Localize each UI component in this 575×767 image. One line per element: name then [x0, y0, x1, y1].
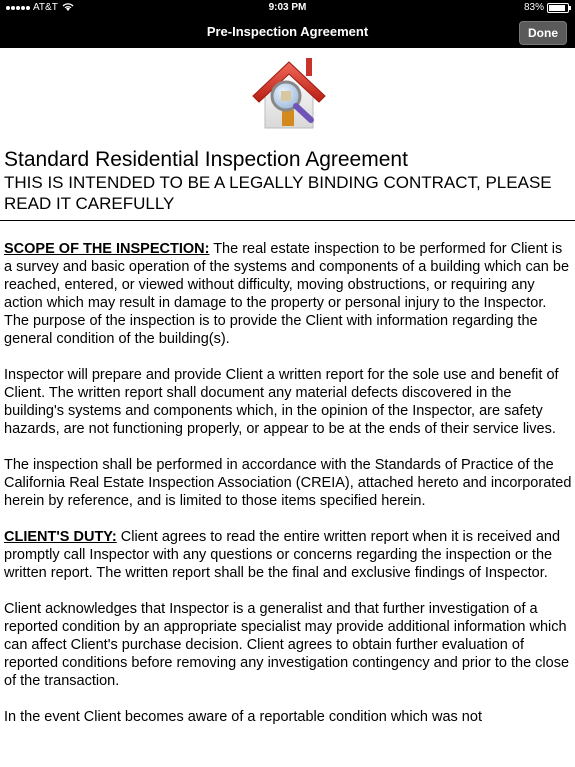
agreement-body	[4, 240, 572, 744]
battery-icon	[547, 3, 569, 13]
done-button[interactable]: Done	[519, 21, 567, 45]
agreement-subtitle: THIS IS INTENDED TO BE A LEGALLY BINDING CONTRACT, PLEASE READ IT CAREFULLY	[4, 173, 552, 213]
paragraph-text: Client acknowledges that Inspector is a generalist and that further investigation of a reported condition by an appropriate specialist may provide additional information which can affect Client's purchase decision. Client agrees to obtain further evaluation of reported conditions before removing any investigation contingency and prior to the close of the transaction.	[4, 601, 570, 689]
paragraph	[4, 528, 572, 582]
paragraph	[4, 708, 572, 726]
house-inspection-logo-icon	[249, 52, 329, 132]
clock: 9:03 PM	[268, 2, 307, 13]
paragraph-text: Client agrees to read the entire written report when it is received and promptly call Inspector with any questions or concerns regarding the inspection or the written report. The written report shall be the final and exclusive findings of Inspector.	[4, 529, 561, 581]
section-label: SCOPE OF THE INSPECTION:	[4, 241, 210, 257]
paragraph	[4, 456, 572, 510]
paragraph-text: The real estate inspection to be performed for Client is a survey and basic operation of the systems and components of a building which can be reached, entered, or viewed without difficulty, moving obstructions, or requiring any action which may result in damage to the property or personal injury to the Inspector. The purpose of the inspection is to provide the Client with information regarding the general condition of the building(s).	[4, 241, 570, 347]
status-bar	[0, 0, 575, 16]
paragraph	[4, 240, 572, 348]
paragraph-text: In the event Client becomes aware of a reportable condition which was not	[4, 709, 482, 725]
agreement-title: Standard Residential Inspection Agreement	[4, 148, 408, 171]
page-title: Pre-Inspection Agreement	[206, 24, 369, 39]
paragraph	[4, 600, 572, 690]
paragraph-text: Inspector will prepare and provide Client a written report for the sole use and benefit of Client. The written report shall document any material defects discovered in the building's systems and components which, in the opinion of the Inspector, are safety hazards, are not functioning properly, or appear to be at the ends of their service lives.	[4, 367, 559, 437]
battery-percent: 83%	[523, 2, 544, 13]
agreement-heading	[4, 148, 572, 214]
battery-indicator	[524, 2, 569, 13]
navigation-bar	[0, 16, 575, 48]
paragraph	[4, 366, 572, 438]
paragraph-text: The inspection shall be performed in accordance with the Standards of Practice of the California Real Estate Inspection Association (CREIA), attached hereto and incorporated herein by reference, and is limited to those items specified herein.	[4, 457, 572, 509]
carrier-name: AT&T	[33, 2, 58, 13]
divider	[0, 220, 575, 221]
section-label: CLIENT'S DUTY:	[4, 529, 117, 545]
